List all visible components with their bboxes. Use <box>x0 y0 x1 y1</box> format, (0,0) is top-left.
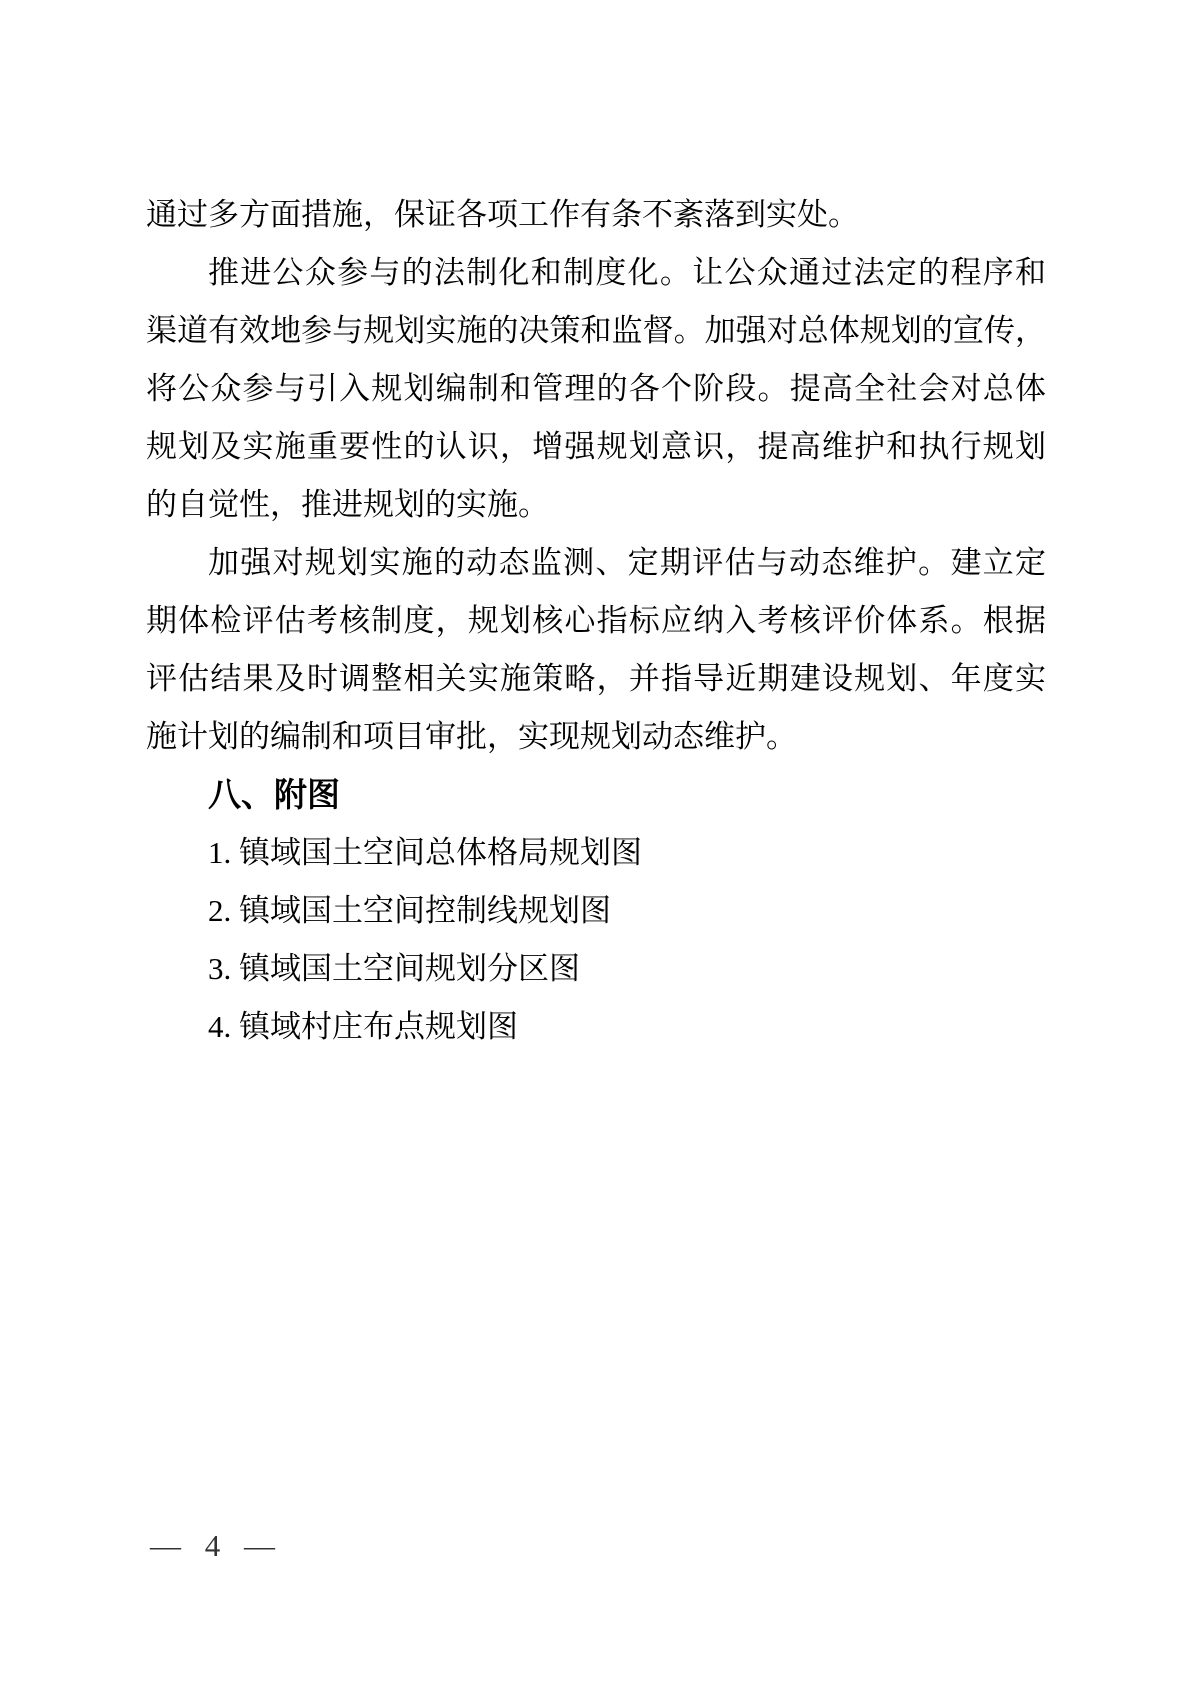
figure-list-item: 3. 镇域国土空间规划分区图 <box>208 951 580 986</box>
body-line: 的自觉性，推进规划的实施。 <box>146 487 549 522</box>
figure-list-item: 1. 镇域国土空间总体格局规划图 <box>208 835 642 870</box>
body-line: 评估结果及时调整相关实施策略，并指导近期建设规划、年度实 <box>146 661 1046 696</box>
body-line: 推进公众参与的法制化和制度化。让公众通过法定的程序和 <box>208 255 1046 290</box>
document-body <box>146 186 1046 1056</box>
figure-list-item: 2. 镇域国土空间控制线规划图 <box>208 893 611 928</box>
body-line: 加强对规划实施的动态监测、定期评估与动态维护。建立定 <box>208 545 1046 580</box>
body-line: 施计划的编制和项目审批，实现规划动态维护。 <box>146 719 797 754</box>
body-line: 规划及实施重要性的认识，增强规划意识，提高维护和执行规划 <box>146 429 1046 464</box>
body-line: 将公众参与引入规划编制和管理的各个阶段。提高全社会对总体 <box>146 371 1046 406</box>
section-heading: 八、附图 <box>208 776 340 813</box>
body-line: 通过多方面措施，保证各项工作有条不紊落到实处。 <box>146 197 859 232</box>
body-line: 期体检评估考核制度，规划核心指标应纳入考核评价体系。根据 <box>146 603 1046 638</box>
body-line: 渠道有效地参与规划实施的决策和监督。加强对总体规划的宣传， <box>146 313 1046 348</box>
page-number: — 4 — <box>150 1528 275 1563</box>
figure-list-item: 4. 镇域村庄布点规划图 <box>208 1009 518 1044</box>
